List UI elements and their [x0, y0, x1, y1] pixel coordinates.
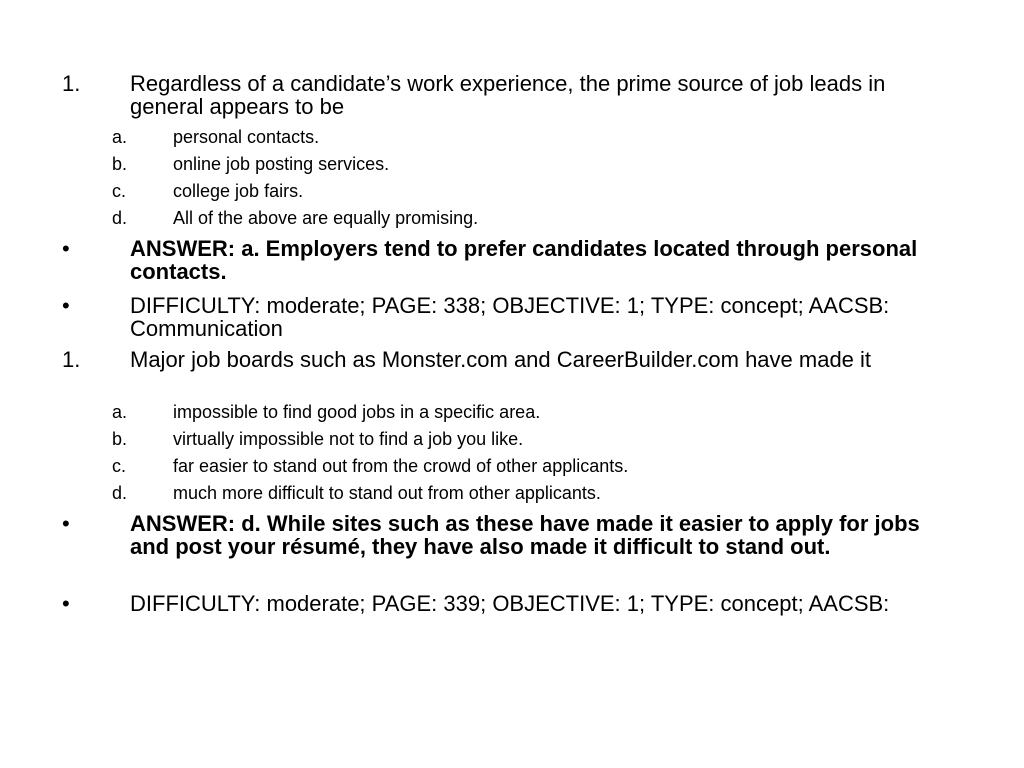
- option-letter: c.: [112, 456, 127, 476]
- option-letter: b.: [112, 154, 128, 174]
- option-text: far easier to stand out from the crowd of other applicants.: [173, 456, 629, 476]
- question-2-stem: [62, 348, 962, 371]
- option-letter: a.: [112, 402, 128, 422]
- option-letter: c.: [112, 181, 127, 201]
- question-2-meta: [62, 592, 962, 615]
- option-letter: d.: [112, 483, 128, 503]
- question-1-option-c: [112, 181, 962, 201]
- option-text: All of the above are equally promising.: [173, 208, 479, 228]
- option-letter: a.: [112, 127, 128, 147]
- question-2-option-b: [112, 429, 962, 449]
- option-text: personal contacts.: [173, 127, 320, 147]
- bullet: •: [62, 236, 70, 261]
- question-number: 1.: [62, 347, 81, 372]
- question-1-option-a: [112, 127, 962, 147]
- option-text: much more difficult to stand out from other applicants.: [173, 483, 601, 503]
- question-1-option-d: [112, 208, 962, 228]
- question-1-answer: [62, 237, 962, 283]
- question-number: 1.: [62, 71, 81, 96]
- question-text: Major job boards such as Monster.com and CareerBuilder.com have made it: [130, 347, 872, 372]
- meta-text: DIFFICULTY: moderate; PAGE: 338; OBJECTIVE: 1; TYPE: concept; AACSB: Communication: [130, 293, 890, 341]
- question-1-option-b: [112, 154, 962, 174]
- question-2-answer: [62, 512, 962, 558]
- question-1-meta: [62, 294, 962, 340]
- answer-text: ANSWER: a. Employers tend to prefer candidates located through personal contacts.: [130, 236, 918, 284]
- option-letter: d.: [112, 208, 128, 228]
- question-2-option-d: [112, 483, 962, 503]
- option-text: online job posting services.: [173, 154, 390, 174]
- question-text: Regardless of a candidate’s work experience, the prime source of job leads in general appears to be: [130, 71, 886, 119]
- option-text: impossible to find good jobs in a specific area.: [173, 402, 541, 422]
- question-1-stem: [62, 72, 962, 118]
- question-2-option-c: [112, 456, 962, 476]
- bullet: •: [62, 293, 70, 318]
- option-text: college job fairs.: [173, 181, 304, 201]
- bullet: •: [62, 511, 70, 536]
- answer-text: ANSWER: d. While sites such as these have made it easier to apply for jobs and post your résumé, they have also made it difficult to stand out.: [130, 511, 920, 559]
- question-2-option-a: [112, 402, 962, 422]
- meta-text: DIFFICULTY: moderate; PAGE: 339; OBJECTIVE: 1; TYPE: concept; AACSB:: [130, 591, 890, 616]
- option-letter: b.: [112, 429, 128, 449]
- bullet: •: [62, 591, 70, 616]
- option-text: virtually impossible not to find a job you like.: [173, 429, 524, 449]
